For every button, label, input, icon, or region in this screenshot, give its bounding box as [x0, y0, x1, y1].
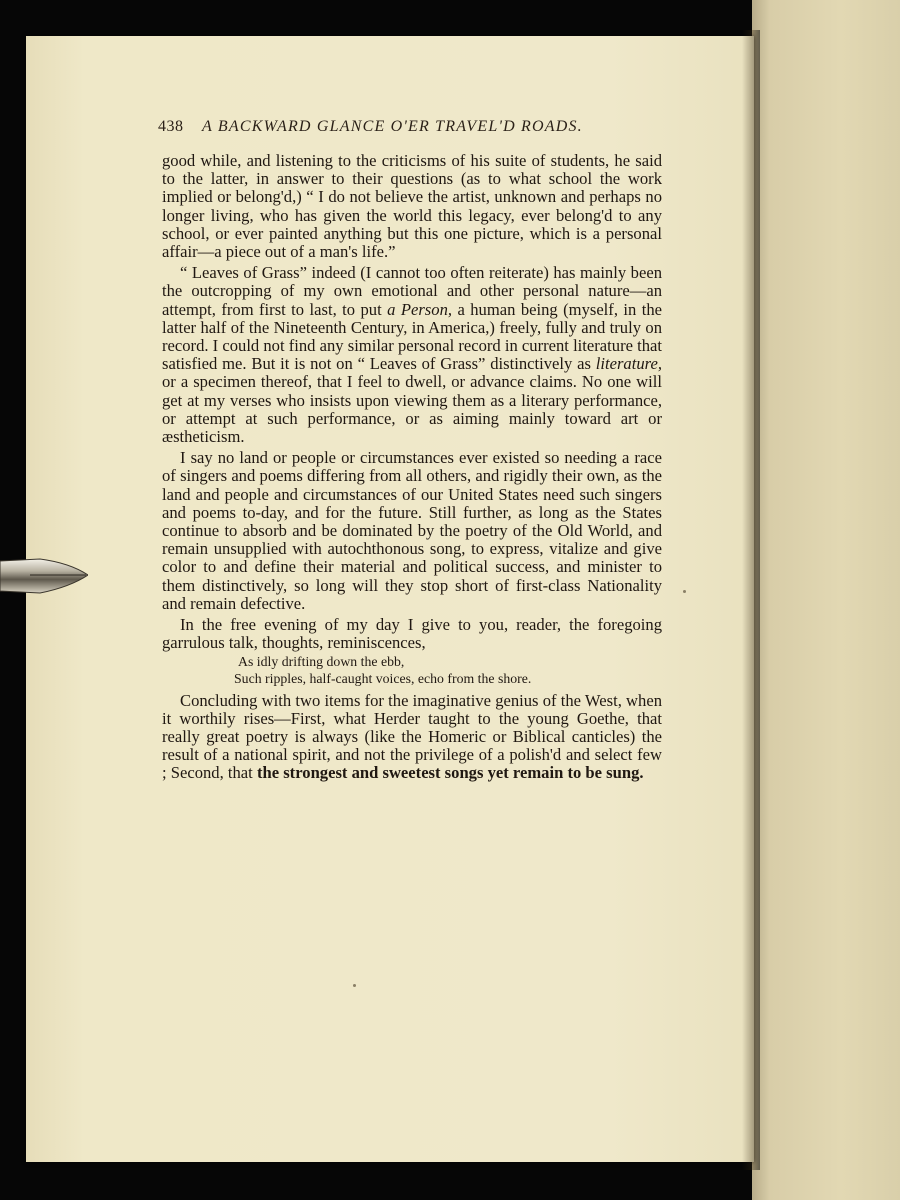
paragraph-5	[162, 692, 662, 783]
paragraph-5-text: Concluding with two items for the imaginative genius of the West, when it worthily rises—First, what Herder taught to the young Goethe, that really great poetry is always (like the Homeric or Biblical canticles) the result of a national spirit, and not the privilege of a polish'd and select few ; Second, that	[162, 690, 662, 783]
gutter-shadow	[742, 30, 760, 1170]
paragraph-4: In the free evening of my day I give to you, reader, the foregoing garrulous talk, thoughts, reminiscences,	[162, 615, 662, 653]
page-speck	[353, 984, 356, 987]
paragraph-2-text-c: or a specimen thereof, that I feel to dwell, or advance claims. No one will get at my verses who insists upon viewing them as a literary performance, or attempt at such performance, or as aiming mainly toward art or æstheticism.	[162, 372, 662, 447]
emphasis-literature: literature,	[595, 354, 662, 374]
pen-nib	[0, 553, 88, 599]
paragraph-2-text-a: “ Leaves of Grass” indeed (I cannot too often reiterate) has mainly been the outcropping of my own emotional and other personal nature—an attempt, from first to last, to put	[162, 263, 662, 319]
paragraph-2	[162, 264, 662, 446]
verse-line-2: Such ripples, half-caught voices, echo from the shore.	[234, 671, 532, 687]
running-title: A BACKWARD GLANCE O'ER TRAVEL'D ROADS.	[202, 118, 583, 135]
page-number: 438	[158, 118, 184, 135]
running-head	[158, 118, 678, 136]
verse-line-1: As idly drifting down the ebb,	[238, 654, 405, 670]
closing-line: the strongest and sweetest songs yet remain to be sung.	[256, 763, 644, 783]
emphasis-a-person: a Person,	[387, 299, 453, 319]
page-speck	[683, 590, 686, 593]
paragraph-3: I say no land or people or circumstances ever existed so needing a race of singers and poems differing from all others, and rigidly their own, as the land and people and circumstances of our United States need such singers and poems to-day, and for the future. Still further, as long as the States continue to absorb and be dominated by the poetry of the Old World, and remain unsupplied with autochthonous song, to express, vitalize and give color to and define their material and political success, and minister to them distinctively, so long will they stop short of first-class Nationality and remain defective.	[162, 448, 662, 613]
facing-page	[752, 0, 900, 1200]
paragraph-2-text-b: a human being (myself, in the latter half of the Nineteenth Century, in America,) freely, fully and truly on record. I could not find any similar personal record in current literature that satisfied me. But it is not on “ Leaves of Grass” distinctively as	[162, 299, 663, 374]
paragraph-1: good while, and listening to the criticisms of his suite of students, he said to the latter, in answer to their questions (as to what school the work implied or belong'd,) “ I do not believe the artist, unknown and perhaps no longer living, who has given the world this legacy, ever belong'd to any school, or ever painted anything but this one picture, which is a personal affair—a piece out of a man's life.”	[162, 151, 662, 262]
verse-quote	[234, 654, 662, 687]
body-text	[162, 152, 662, 783]
